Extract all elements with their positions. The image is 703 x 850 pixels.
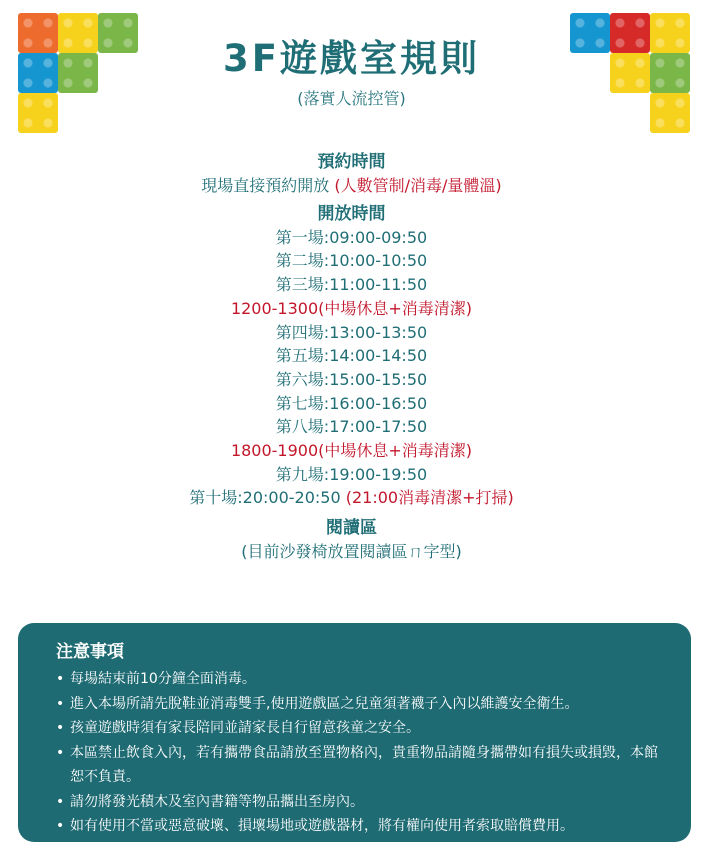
page-subtitle: (落實人流控管) bbox=[297, 89, 406, 108]
note-item: • 本區禁止飲食入內，若有攜帶食品請放至置物格內，貴重物品請隨身攜帶如有損失或損毀，本館恕不負責。 bbox=[56, 741, 670, 790]
session-line: 第九場:19:00-19:50 bbox=[275, 464, 428, 484]
note-item: • 每場結束前10分鐘全面消毒。 bbox=[56, 667, 671, 692]
session-line: 第一場:09:00-09:50 bbox=[275, 227, 428, 247]
session-line: 第八場:17:00-17:50 bbox=[275, 417, 428, 437]
last-session-text: 第十場:20:00-20:50 bbox=[189, 488, 341, 508]
reading-heading: 閱讀區 bbox=[326, 518, 377, 539]
notes-title: 注意事項 bbox=[56, 642, 124, 662]
reading-text: (目前沙發椅放置閱讀區ㄇ字型) bbox=[241, 542, 462, 562]
session-line: 第六場:15:00-15:50 bbox=[275, 369, 428, 389]
break-line: 1200-1300(中場休息+消毒清潔) bbox=[230, 298, 473, 318]
note-item: • 請勿將發光積木及室內書籍等物品攜出至房內。 bbox=[56, 790, 671, 815]
session-line: 第二場:10:00-10:50 bbox=[275, 251, 428, 271]
break-line: 1800-1900(中場休息+消毒清潔) bbox=[230, 441, 473, 461]
page-title: 3F遊戲室規則 bbox=[222, 37, 481, 80]
reservation-note: (人數管制/消毒/量體溫) bbox=[334, 176, 502, 195]
note-item: • 進入本場所請先脫鞋並消毒雙手,使用遊戲區之兒童須著襪子入內以維護安全衛生。 bbox=[56, 692, 671, 717]
notes-panel bbox=[18, 623, 691, 842]
reservation-line bbox=[0, 174, 703, 198]
reservation-heading: 預約時間 bbox=[317, 152, 386, 172]
session-line: 第五場:14:00-14:50 bbox=[275, 346, 428, 366]
last-session-line bbox=[0, 486, 703, 510]
note-item: • 如有使用不當或惡意破壞、損壞場地或遊戲器材，將有權向使用者索取賠償費用。 bbox=[56, 814, 671, 839]
last-session-note: (21:00消毒清潔+打掃) bbox=[345, 488, 514, 508]
session-line: 第七場:16:00-16:50 bbox=[275, 393, 428, 413]
note-item: • 孩童遊戲時須有家長陪同並請家長自行留意孩童之安全。 bbox=[56, 716, 671, 741]
reservation-text: 現場直接預約開放 bbox=[201, 176, 330, 195]
session-line: 第三場:11:00-11:50 bbox=[275, 275, 428, 295]
session-line: 第四場:13:00-13:50 bbox=[275, 322, 428, 342]
schedule-section bbox=[0, 150, 703, 564]
opening-heading: 開放時間 bbox=[317, 203, 386, 224]
